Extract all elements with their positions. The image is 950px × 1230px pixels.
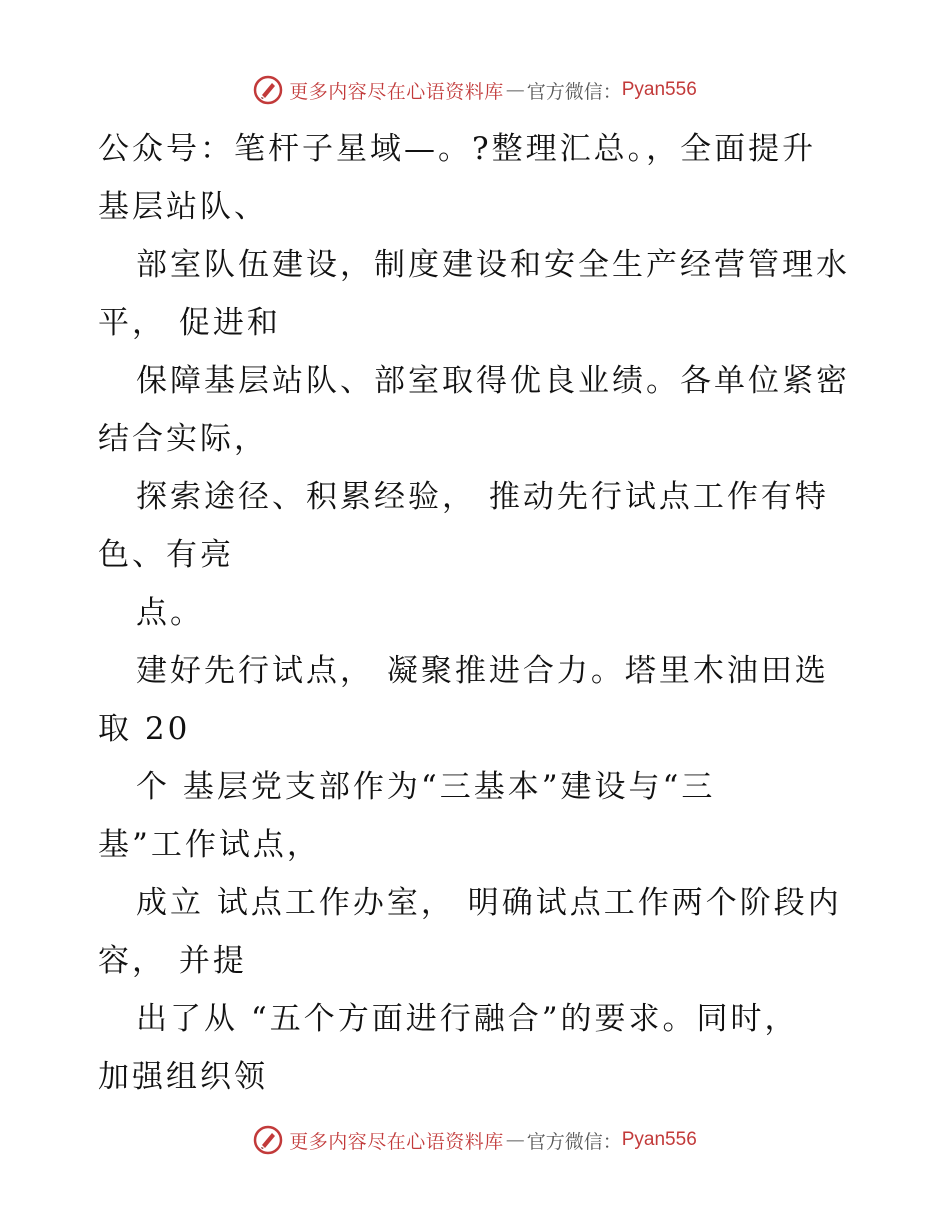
document-body <box>98 120 868 1106</box>
text-line: 保障基层站队、部室取得优良业绩。各单位紧密 <box>136 363 850 399</box>
text-line: 建好先行试点， 凝聚推进合力。塔里木油田选 <box>136 653 829 689</box>
watermark-wechat-id: Pyan556 <box>621 79 697 100</box>
text-line: 基层站队、 <box>98 189 268 225</box>
text-line: 点。 <box>136 595 204 631</box>
text-line: 取 20 <box>98 711 191 747</box>
text-line: 个 基层党支部作为“三基本”建设与“三 <box>136 769 716 805</box>
watermark-official-label: 官方微信： <box>526 80 622 103</box>
text-line: 成立 试点工作办室， 明确试点工作两个阶段内 <box>136 885 842 921</box>
watermark-separator: — <box>505 1129 525 1151</box>
header-watermark <box>0 70 950 110</box>
text-line: 色、有亮 <box>98 537 234 573</box>
watermark-wechat-id: Pyan556 <box>621 1129 697 1150</box>
text-line: 出了从 “五个方面进行融合”的要求。同时， <box>136 1001 799 1037</box>
text-line: 公众号：笔杆子星域—。?整理汇总。，全面提升 <box>98 131 817 167</box>
text-line: 加强组织领 <box>98 1059 268 1095</box>
watermark-main-text: 更多内容尽在心语资料库 <box>289 80 504 103</box>
watermark-separator: — <box>505 79 525 101</box>
watermark-main-text: 更多内容尽在心语资料库 <box>289 1130 504 1153</box>
text-line: 结合实际， <box>98 421 268 457</box>
text-line: 容， 并提 <box>98 943 247 979</box>
text-line: 部室队伍建设，制度建设和安全生产经营管理水 <box>136 247 850 283</box>
text-line: 平， 促进和 <box>98 305 281 341</box>
pen-logo-icon <box>253 1125 283 1155</box>
text-line: 探索途径、积累经验， 推动先行试点工作有特 <box>136 479 829 515</box>
watermark-official-label: 官方微信： <box>526 1130 622 1153</box>
pen-logo-icon <box>253 75 283 105</box>
footer-watermark <box>0 1120 950 1160</box>
text-line: 基”工作试点， <box>98 827 321 863</box>
